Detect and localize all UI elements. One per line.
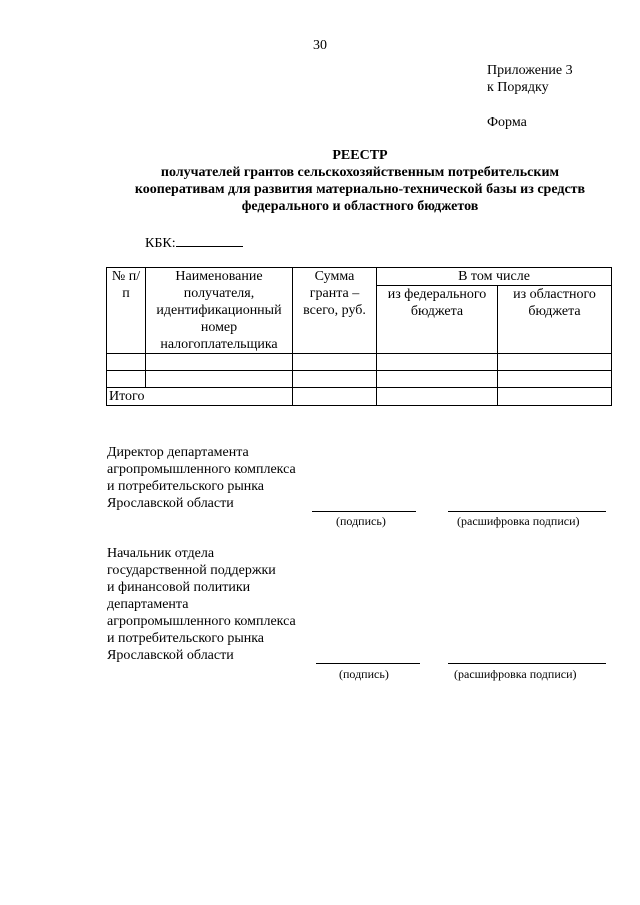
kbk-field [145,233,243,252]
head-signature-line [316,663,420,664]
header-name: Наименование получателя, идентификационный номер налогоплательщика [146,268,293,354]
appendix-line-2: к Порядку [487,80,549,95]
document-title [90,147,630,215]
title-line-3: федерального и областного бюджетов [241,199,479,214]
title-heading: РЕЕСТР [332,148,388,163]
title-line-1: получателей грантов сельскохозяйственным потребительским [160,165,560,180]
appendix-line-1: Приложение 3 [487,63,573,78]
head-title-line: и потребительского рынка [107,631,265,646]
director-decode-caption: (расшифровка подписи) [457,514,580,528]
head-decode-caption: (расшифровка подписи) [454,667,577,681]
head-title-line: агропромышленного комплекса [107,614,296,629]
director-decode-line [448,511,606,512]
title-line-2: кооперативам для развития материально-технической базы из средств [134,182,586,197]
form-label: Форма [487,115,527,130]
director-title-line: и потребительского рынка [107,479,265,494]
kbk-blank [176,233,243,247]
department-head-signature-block [107,545,296,664]
total-row [107,388,612,406]
header-num: № п/п [107,268,146,354]
head-title-line: департамента [107,597,189,612]
head-title-line: Ярославской области [107,648,234,663]
total-label: Итого [107,388,293,406]
head-title-line: Начальник отдела [107,546,215,561]
head-title-line: и финансовой политики [107,580,251,595]
header-including: В том числе [377,268,612,286]
director-title-line: Ярославской области [107,496,234,511]
director-signature-block [107,444,296,512]
head-sign-caption: (подпись) [339,667,389,681]
table-row [107,371,612,388]
director-sign-caption: (подпись) [336,514,386,528]
director-signature-line [312,511,416,512]
director-title-line: Директор департамента [107,445,249,460]
table-row [107,354,612,371]
header-regional: из областного бюджета [498,286,612,354]
appendix-note [487,62,573,96]
head-title-line: государственной поддержки [107,563,276,578]
director-title-line: агропромышленного комплекса [107,462,296,477]
registry-table [106,267,612,406]
kbk-label: КБК: [145,236,176,251]
head-decode-line [448,663,606,664]
page-number: 30 [313,38,327,53]
header-federal: из федерального бюджета [377,286,498,354]
header-sum: Сумма гранта – всего, руб. [293,268,377,354]
